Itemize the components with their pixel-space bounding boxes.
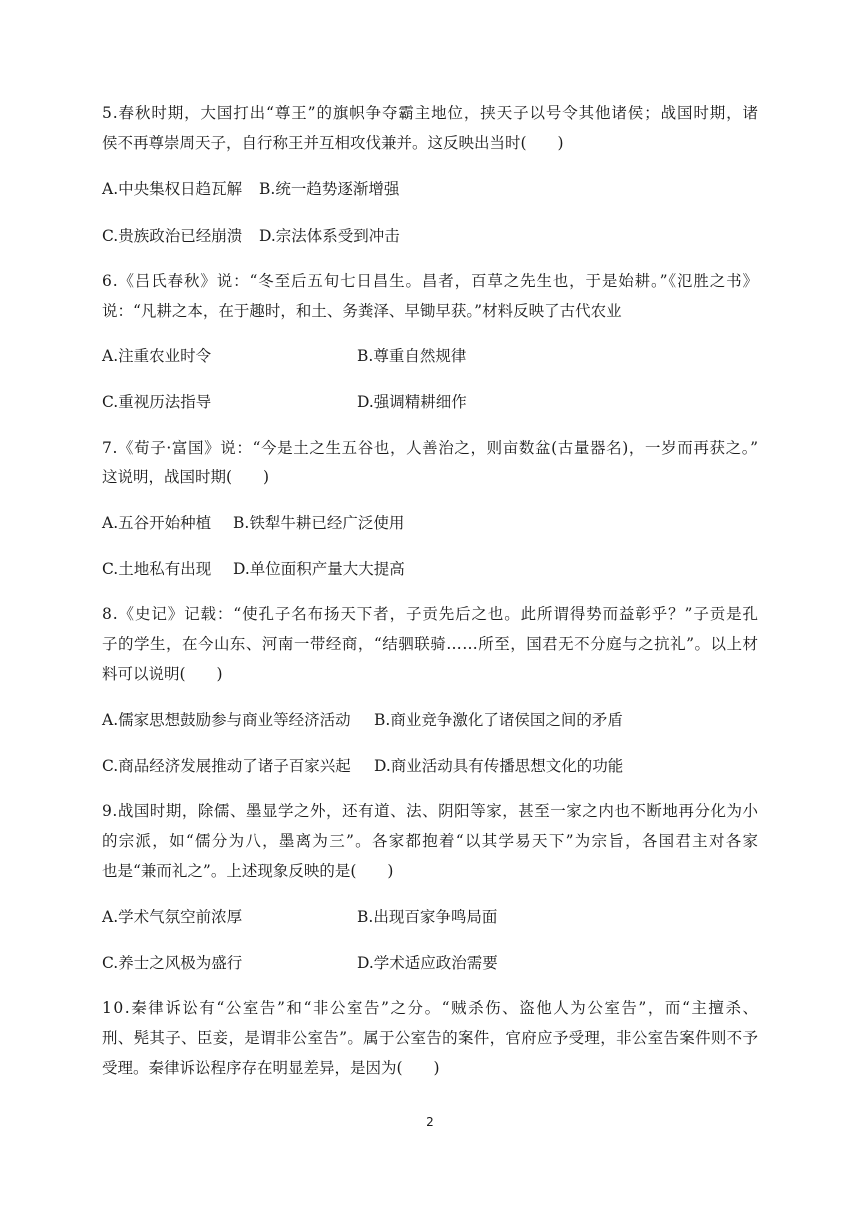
question-9-stem-line-3: 也是“兼而礼之”。上述现象反映的是( ) bbox=[102, 862, 394, 880]
question-5-option-a: A.中央集权日趋瓦解 bbox=[102, 180, 243, 198]
question-8-stem-line-3: 料可以说明( ) bbox=[102, 665, 223, 683]
question-10-stem-line-1: 10.秦律诉讼有“公室告”和“非公室告”之分。“贼杀伤、盗他人为公室告”，而“主擅杀、 bbox=[102, 999, 760, 1017]
question-6-option-a: A.注重农业时令 bbox=[102, 347, 212, 365]
question-8-option-a: A.儒家思想鼓励参与商业等经济活动 bbox=[102, 711, 351, 729]
question-8-option-c: C.商品经济发展推动了诸子百家兴起 bbox=[102, 757, 351, 775]
question-9-option-b: B.出现百家争鸣局面 bbox=[357, 908, 498, 926]
question-5-stem-line-2: 侯不再尊崇周天子，自行称王并互相攻伐兼并。这反映出当时( ) bbox=[102, 134, 564, 152]
question-5-option-d: D.宗法体系受到冲击 bbox=[259, 227, 400, 245]
question-6-stem-line-2: 说：“凡耕之本，在于趣时，和土、务粪泽、早锄早获。”材料反映了古代农业 bbox=[102, 302, 622, 320]
question-6-stem-line-1: 6.《吕氏春秋》说：“冬至后五旬七日昌生。昌者，百草之先生也，于是始耕。”《氾胜之书》 bbox=[102, 272, 759, 290]
question-9-option-c: C.养士之风极为盛行 bbox=[102, 954, 243, 972]
question-6-option-c: C.重视历法指导 bbox=[102, 393, 212, 411]
question-6-option-b: B.尊重自然规律 bbox=[357, 347, 467, 365]
question-7-stem-line-2: 这说明，战国时期( ) bbox=[102, 468, 270, 486]
question-5-option-c: C.贵族政治已经崩溃 bbox=[102, 227, 243, 245]
question-9-option-a: A.学术气氛空前浓厚 bbox=[102, 908, 243, 926]
question-9-stem-line-2: 的宗派，如“儒分为八，墨离为三”。各家都抱着“以其学易天下”为宗旨，各国君主对各家 bbox=[102, 832, 760, 850]
question-10-stem-line-2: 刑、髡其子、臣妾，是谓非公室告”。属于公室告的案件，官府应予受理，非公室告案件则不予 bbox=[102, 1029, 759, 1047]
question-9-stem-line-1: 9.战国时期，除儒、墨显学之外，还有道、法、阴阳等家，甚至一家之内也不断地再分化为小 bbox=[102, 802, 759, 820]
question-10-stem-line-3: 受理。秦律诉讼程序存在明显差异，是因为( ) bbox=[102, 1059, 440, 1077]
question-7-option-d: D.单位面积产量大大提高 bbox=[233, 560, 405, 578]
question-7-stem-line-1: 7.《荀子·富国》说：“今是土之生五谷也，人善治之，则亩数盆(古量器名)，一岁而再获之。” bbox=[102, 439, 759, 457]
question-7-option-c: C.土地私有出现 bbox=[102, 560, 212, 578]
question-8-stem-line-1: 8.《史记》记载：“使孔子名布扬天下者，子贡先后之也。此所谓得势而益彰乎？”子贡是孔 bbox=[102, 605, 759, 623]
question-5-stem-line-1: 5.春秋时期，大国打出“尊王”的旗帜争夺霸主地位，挟天子以号令其他诸侯；战国时期，诸 bbox=[102, 104, 759, 122]
question-8-option-d: D.商业活动具有传播思想文化的功能 bbox=[374, 757, 624, 775]
question-6-option-d: D.强调精耕细作 bbox=[357, 393, 467, 411]
question-8-option-b: B.商业竞争激化了诸侯国之间的矛盾 bbox=[374, 711, 623, 729]
question-7-option-b: B.铁犁牛耕已经广泛使用 bbox=[233, 514, 405, 532]
question-7-option-a: A.五谷开始种植 bbox=[102, 514, 212, 532]
question-9-option-d: D.学术适应政治需要 bbox=[357, 954, 498, 972]
page-number: 2 bbox=[426, 1115, 434, 1129]
question-8-stem-line-2: 子的学生，在今山东、河南一带经商，“结驷联骑……所至，国君无不分庭与之抗礼”。以上材 bbox=[102, 635, 759, 653]
question-5-option-b: B.统一趋势逐渐增强 bbox=[259, 180, 400, 198]
